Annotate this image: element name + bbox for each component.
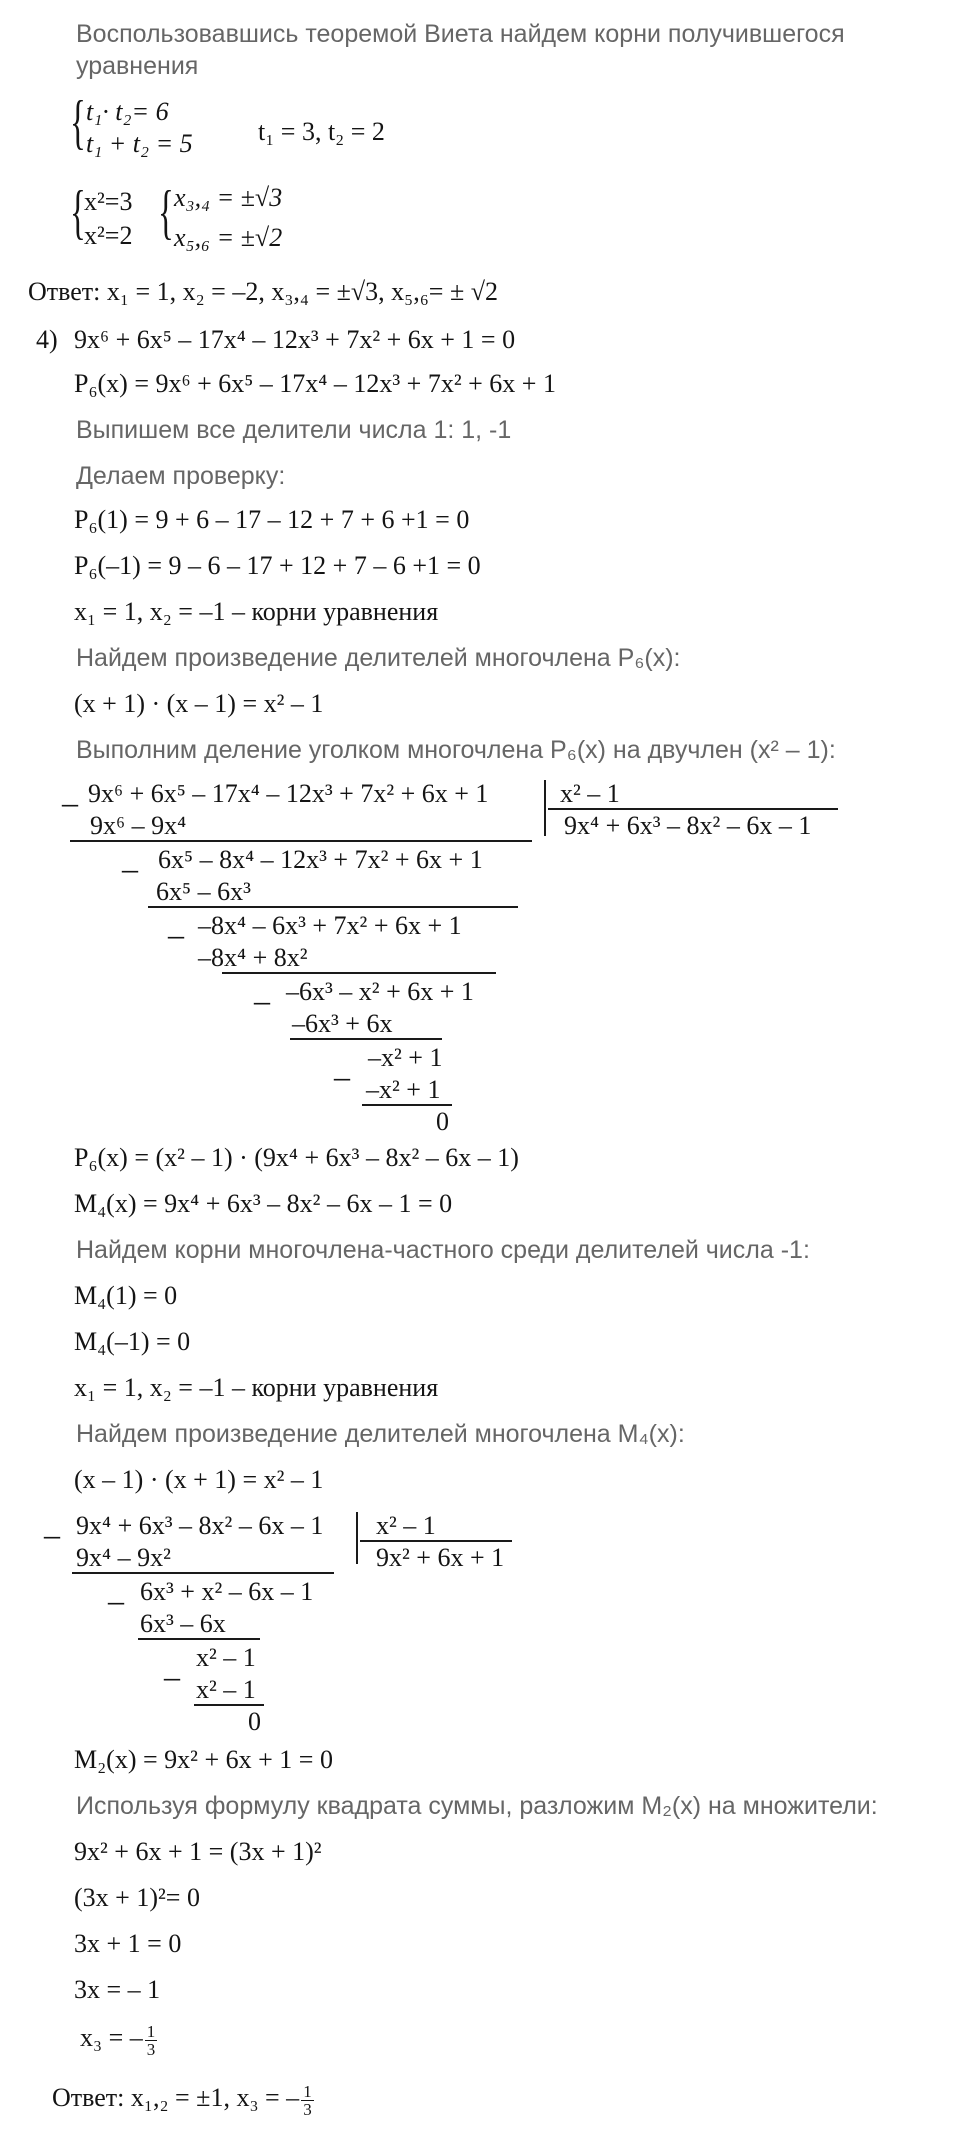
division-divisor: x² – 1 (560, 779, 620, 808)
back-sub-b2: x₅,₆ = ±√2 (174, 223, 283, 252)
division-line (148, 906, 518, 908)
division-step: 6x⁵ – 8x⁴ – 12x³ + 7x² + 6x + 1 (158, 845, 483, 874)
formula-text: Используя формулу квадрата суммы, разложим M₂(x) на множители: (76, 1792, 878, 1820)
fraction-denominator: 3 (146, 2039, 156, 2059)
division-bar (356, 1512, 358, 1564)
division-divisor: x² – 1 (376, 1511, 436, 1540)
root-x3-prefix: x₃ = – (80, 2023, 143, 2052)
fraction-numerator: 1 (146, 2021, 156, 2041)
division-dividend: 9x⁶ + 6x⁵ – 17x⁴ – 12x³ + 7x² + 6x + 1 (88, 779, 489, 808)
product-text-2: Найдем произведение делителей многочлена M₄(x): (76, 1420, 685, 1448)
system-brace: { (158, 179, 174, 245)
division-step: 6x⁵ – 6x³ (156, 877, 251, 906)
task-equation: 9x⁶ + 6x⁵ – 17x⁴ – 12x³ + 7x² + 6x + 1 = 0 (74, 325, 516, 354)
division-remainder: 0 (248, 1707, 261, 1736)
linear-equation: 3x + 1 = 0 (74, 1929, 182, 1958)
system-brace: { (70, 89, 86, 155)
division-step: 9x⁶ – 9x⁴ (90, 811, 187, 840)
division-line (222, 972, 496, 974)
check-1: P₆(1) = 9 + 6 – 17 – 12 + 7 + 6 +1 = 0 (74, 505, 470, 534)
division-quotient: 9x² + 6x + 1 (376, 1543, 505, 1572)
minus-sign: – (334, 1058, 350, 1094)
division-step: –6x³ – x² + 6x + 1 (286, 977, 474, 1006)
division-step: x² – 1 (196, 1675, 256, 1704)
polynomial-m2: M₂(x) = 9x² + 6x + 1 = 0 (74, 1745, 333, 1774)
division-step: x² – 1 (196, 1643, 256, 1672)
division-line (138, 1638, 260, 1640)
fraction-denominator: 3 (303, 2099, 312, 2119)
division-line (290, 1038, 442, 1040)
m4-at-1: M₄(1) = 0 (74, 1281, 178, 1310)
roots-2: x₁ = 1, x₂ = –1 – корни уравнения (74, 1373, 439, 1402)
division-remainder: 0 (436, 1107, 449, 1136)
factorization-p6: P₆(x) = (x² – 1) · (9x⁴ + 6x³ – 8x² – 6x – 1) (74, 1143, 519, 1172)
back-sub-a2: x²=2 (84, 221, 133, 250)
minus-sign: – (62, 784, 78, 820)
check-2: P₆(–1) = 9 – 6 – 17 + 12 + 7 – 6 +1 = 0 (74, 551, 481, 580)
intro-line-2: уравнения (76, 52, 199, 80)
division-quotient: 9x⁴ + 6x³ – 8x² – 6x – 1 (564, 811, 812, 840)
vieta-eq-1: t₁· t₂= 6 (86, 97, 169, 126)
minus-sign: – (44, 1516, 60, 1552)
square-identity: 9x² + 6x + 1 = (3x + 1)² (74, 1837, 322, 1866)
polynomial-m4: M₄(x) = 9x⁴ + 6x³ – 8x² – 6x – 1 = 0 (74, 1189, 453, 1218)
fraction (145, 2023, 158, 2058)
back-sub-a1: x²=3 (84, 187, 133, 216)
system-brace: { (70, 179, 86, 245)
division-line (72, 1572, 334, 1574)
answer-2-prefix: Ответ: x₁,₂ = ±1, x₃ = – (52, 2083, 300, 2112)
vieta-result: t₁ = 3, t₂ = 2 (258, 117, 385, 146)
linear-step: 3x = – 1 (74, 1975, 161, 2004)
product-2: (x – 1) · (x + 1) = x² – 1 (74, 1465, 324, 1494)
check-text: Делаем проверку: (76, 462, 286, 490)
square-equals-zero: (3x + 1)²= 0 (74, 1883, 200, 1912)
division-step: 6x³ – 6x (140, 1609, 226, 1638)
task-number: 4) (36, 325, 58, 354)
m4-at-minus-1: M₄(–1) = 0 (74, 1327, 191, 1356)
division-text: Выполним деление уголком многочлена P₆(x) на двучлен (x² – 1): (76, 736, 836, 764)
minus-sign: – (108, 1582, 124, 1618)
roots-1: x₁ = 1, x₂ = –1 – корни уравнения (74, 597, 439, 626)
product-text: Найдем произведение делителей многочлена P₆(x): (76, 644, 681, 672)
minus-sign: – (168, 916, 184, 952)
minus-sign: – (164, 1658, 180, 1694)
roots-text: Найдем корни многочлена-частного среди делителей числа -1: (76, 1236, 810, 1264)
answer-1: Ответ: x₁ = 1, x₂ = –2, x₃,₄ = ±√3, x₅,₆= ± √2 (28, 277, 499, 306)
division-step: 6x³ + x² – 6x – 1 (140, 1577, 314, 1606)
fraction-numerator: 1 (303, 2081, 312, 2101)
division-step: –8x⁴ – 6x³ + 7x² + 6x + 1 (198, 911, 462, 940)
division-step: –x² + 1 (366, 1075, 441, 1104)
product: (x + 1) · (x – 1) = x² – 1 (74, 689, 324, 718)
intro-line-1: Воспользовавшись теоремой Виета найдем корни получившегося (76, 20, 845, 48)
vieta-eq-2: t₁ + t₂ = 5 (86, 129, 193, 158)
division-line (70, 840, 532, 842)
division-step: –8x⁴ + 8x² (198, 943, 308, 972)
fraction (301, 2083, 314, 2118)
division-step: –x² + 1 (368, 1043, 443, 1072)
minus-sign: – (254, 982, 270, 1018)
root-x3 (80, 2022, 157, 2058)
minus-sign: – (122, 850, 138, 886)
answer-2 (52, 2082, 314, 2118)
division-step: 9x⁴ – 9x² (76, 1543, 171, 1572)
division-dividend: 9x⁴ + 6x³ – 8x² – 6x – 1 (76, 1511, 324, 1540)
divisors-text: Выпишем все делители числа 1: 1, -1 (76, 416, 512, 444)
division-step: –6x³ + 6x (292, 1009, 393, 1038)
division-bar (544, 780, 546, 836)
polynomial-p6: P₆(x) = 9x⁶ + 6x⁵ – 17x⁴ – 12x³ + 7x² + 6x + 1 (74, 369, 556, 398)
back-sub-b1: x₃,₄ = ±√3 (174, 183, 283, 212)
